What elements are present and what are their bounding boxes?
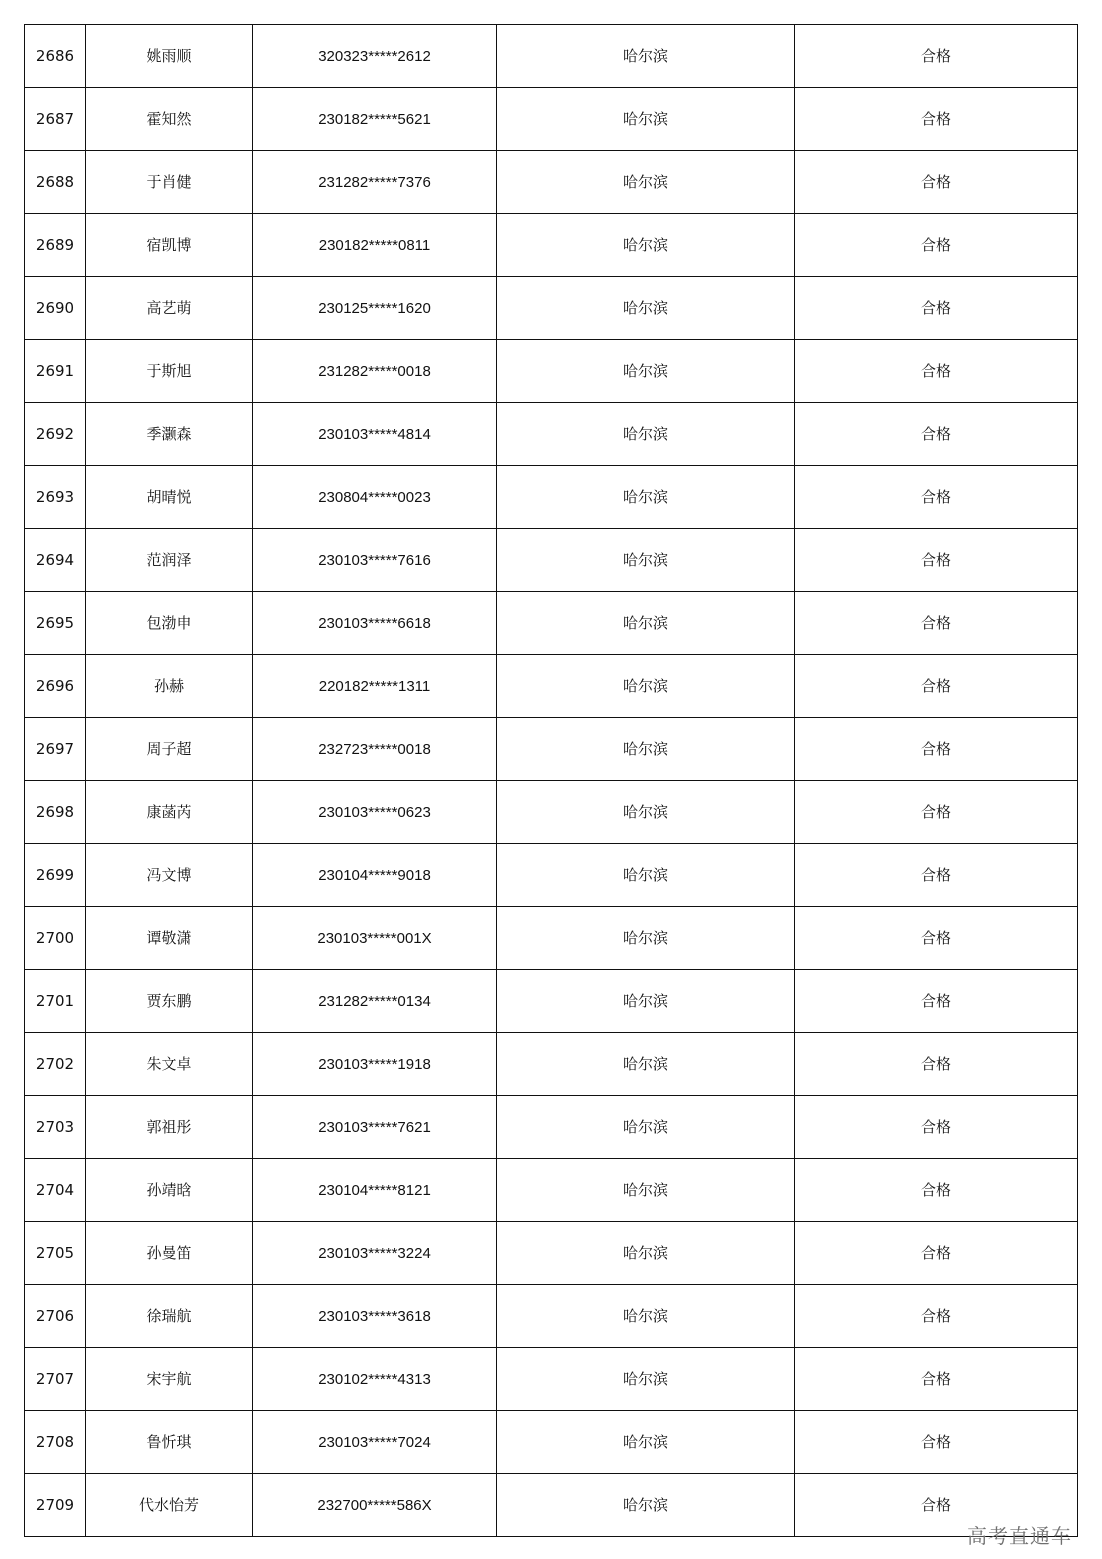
table-row	[25, 1033, 1078, 1096]
id-number-cell: 230103*****3618	[253, 1285, 497, 1348]
seq-number-cell: 2696	[25, 655, 86, 718]
name-cell: 孙靖晗	[86, 1159, 253, 1222]
seq-number-cell: 2700	[25, 907, 86, 970]
result-cell: 合格	[795, 151, 1078, 214]
result-cell: 合格	[795, 1222, 1078, 1285]
table-row	[25, 1348, 1078, 1411]
id-number-cell: 230104*****9018	[253, 844, 497, 907]
table-row	[25, 592, 1078, 655]
seq-number-cell: 2695	[25, 592, 86, 655]
table-row	[25, 151, 1078, 214]
name-cell: 孙曼笛	[86, 1222, 253, 1285]
id-number-cell: 230103*****7616	[253, 529, 497, 592]
city-cell: 哈尔滨	[497, 718, 795, 781]
table-row	[25, 1474, 1078, 1537]
id-number-cell: 231282*****0018	[253, 340, 497, 403]
name-cell: 谭敬潇	[86, 907, 253, 970]
name-cell: 于斯旭	[86, 340, 253, 403]
id-number-cell: 231282*****7376	[253, 151, 497, 214]
result-cell: 合格	[795, 340, 1078, 403]
result-cell: 合格	[795, 214, 1078, 277]
name-cell: 郭祖彤	[86, 1096, 253, 1159]
name-cell: 包渤申	[86, 592, 253, 655]
city-cell: 哈尔滨	[497, 151, 795, 214]
result-cell: 合格	[795, 1285, 1078, 1348]
city-cell: 哈尔滨	[497, 1411, 795, 1474]
id-number-cell: 230804*****0023	[253, 466, 497, 529]
id-number-cell: 230103*****001X	[253, 907, 497, 970]
seq-number-cell: 2686	[25, 25, 86, 88]
name-cell: 高艺萌	[86, 277, 253, 340]
result-cell: 合格	[795, 718, 1078, 781]
results-table	[24, 24, 1078, 1537]
seq-number-cell: 2694	[25, 529, 86, 592]
id-number-cell: 230103*****7024	[253, 1411, 497, 1474]
city-cell: 哈尔滨	[497, 1285, 795, 1348]
result-cell: 合格	[795, 781, 1078, 844]
city-cell: 哈尔滨	[497, 277, 795, 340]
id-number-cell: 320323*****2612	[253, 25, 497, 88]
result-cell: 合格	[795, 1411, 1078, 1474]
seq-number-cell: 2691	[25, 340, 86, 403]
id-number-cell: 230182*****5621	[253, 88, 497, 151]
result-cell: 合格	[795, 1348, 1078, 1411]
city-cell: 哈尔滨	[497, 592, 795, 655]
city-cell: 哈尔滨	[497, 25, 795, 88]
name-cell: 朱文卓	[86, 1033, 253, 1096]
seq-number-cell: 2709	[25, 1474, 86, 1537]
seq-number-cell: 2692	[25, 403, 86, 466]
city-cell: 哈尔滨	[497, 340, 795, 403]
table-row	[25, 844, 1078, 907]
result-cell: 合格	[795, 655, 1078, 718]
name-cell: 代水怡芳	[86, 1474, 253, 1537]
name-cell: 季灏森	[86, 403, 253, 466]
table-row	[25, 1096, 1078, 1159]
id-number-cell: 232723*****0018	[253, 718, 497, 781]
seq-number-cell: 2708	[25, 1411, 86, 1474]
result-cell: 合格	[795, 1096, 1078, 1159]
seq-number-cell: 2706	[25, 1285, 86, 1348]
city-cell: 哈尔滨	[497, 214, 795, 277]
result-cell: 合格	[795, 25, 1078, 88]
result-cell: 合格	[795, 403, 1078, 466]
id-number-cell: 230103*****6618	[253, 592, 497, 655]
table-row	[25, 403, 1078, 466]
name-cell: 胡晴悦	[86, 466, 253, 529]
city-cell: 哈尔滨	[497, 655, 795, 718]
city-cell: 哈尔滨	[497, 907, 795, 970]
id-number-cell: 230125*****1620	[253, 277, 497, 340]
seq-number-cell: 2703	[25, 1096, 86, 1159]
city-cell: 哈尔滨	[497, 1159, 795, 1222]
id-number-cell: 230103*****0623	[253, 781, 497, 844]
result-cell: 合格	[795, 592, 1078, 655]
name-cell: 宋宇航	[86, 1348, 253, 1411]
table-row	[25, 907, 1078, 970]
name-cell: 孙赫	[86, 655, 253, 718]
name-cell: 范润泽	[86, 529, 253, 592]
id-number-cell: 230103*****4814	[253, 403, 497, 466]
result-cell: 合格	[795, 844, 1078, 907]
table-row	[25, 655, 1078, 718]
seq-number-cell: 2697	[25, 718, 86, 781]
result-cell: 合格	[795, 466, 1078, 529]
id-number-cell: 232700*****586X	[253, 1474, 497, 1537]
city-cell: 哈尔滨	[497, 970, 795, 1033]
result-cell: 合格	[795, 529, 1078, 592]
name-cell: 鲁忻琪	[86, 1411, 253, 1474]
seq-number-cell: 2702	[25, 1033, 86, 1096]
table-row	[25, 1411, 1078, 1474]
seq-number-cell: 2688	[25, 151, 86, 214]
id-number-cell: 230182*****0811	[253, 214, 497, 277]
table-row	[25, 718, 1078, 781]
result-cell: 合格	[795, 970, 1078, 1033]
id-number-cell: 230103*****3224	[253, 1222, 497, 1285]
name-cell: 霍知然	[86, 88, 253, 151]
city-cell: 哈尔滨	[497, 844, 795, 907]
table-row	[25, 970, 1078, 1033]
city-cell: 哈尔滨	[497, 403, 795, 466]
seq-number-cell: 2693	[25, 466, 86, 529]
name-cell: 冯文博	[86, 844, 253, 907]
city-cell: 哈尔滨	[497, 1222, 795, 1285]
result-cell: 合格	[795, 1033, 1078, 1096]
city-cell: 哈尔滨	[497, 781, 795, 844]
table-row	[25, 340, 1078, 403]
name-cell: 于肖健	[86, 151, 253, 214]
table-row	[25, 214, 1078, 277]
name-cell: 徐瑞航	[86, 1285, 253, 1348]
seq-number-cell: 2707	[25, 1348, 86, 1411]
seq-number-cell: 2705	[25, 1222, 86, 1285]
result-cell: 合格	[795, 1159, 1078, 1222]
table-row	[25, 277, 1078, 340]
table-row	[25, 529, 1078, 592]
table-row	[25, 466, 1078, 529]
name-cell: 贾东鹏	[86, 970, 253, 1033]
city-cell: 哈尔滨	[497, 1474, 795, 1537]
seq-number-cell: 2699	[25, 844, 86, 907]
city-cell: 哈尔滨	[497, 1033, 795, 1096]
table-row	[25, 1285, 1078, 1348]
city-cell: 哈尔滨	[497, 529, 795, 592]
id-number-cell: 220182*****1311	[253, 655, 497, 718]
table-body	[25, 25, 1078, 1537]
name-cell: 康菡芮	[86, 781, 253, 844]
result-cell: 合格	[795, 907, 1078, 970]
seq-number-cell: 2687	[25, 88, 86, 151]
seq-number-cell: 2690	[25, 277, 86, 340]
city-cell: 哈尔滨	[497, 88, 795, 151]
result-cell: 合格	[795, 88, 1078, 151]
table-row	[25, 1159, 1078, 1222]
id-number-cell: 231282*****0134	[253, 970, 497, 1033]
id-number-cell: 230103*****7621	[253, 1096, 497, 1159]
watermark-text: 高考直通车	[967, 1524, 1072, 1548]
name-cell: 周子超	[86, 718, 253, 781]
seq-number-cell: 2701	[25, 970, 86, 1033]
seq-number-cell: 2689	[25, 214, 86, 277]
city-cell: 哈尔滨	[497, 1096, 795, 1159]
result-cell: 合格	[795, 277, 1078, 340]
seq-number-cell: 2704	[25, 1159, 86, 1222]
table-row	[25, 88, 1078, 151]
id-number-cell: 230104*****8121	[253, 1159, 497, 1222]
table-row	[25, 1222, 1078, 1285]
name-cell: 姚雨顺	[86, 25, 253, 88]
id-number-cell: 230102*****4313	[253, 1348, 497, 1411]
city-cell: 哈尔滨	[497, 466, 795, 529]
table-row	[25, 781, 1078, 844]
result-cell: 合格	[795, 1474, 1078, 1537]
id-number-cell: 230103*****1918	[253, 1033, 497, 1096]
city-cell: 哈尔滨	[497, 1348, 795, 1411]
seq-number-cell: 2698	[25, 781, 86, 844]
table-row	[25, 25, 1078, 88]
name-cell: 宿凯博	[86, 214, 253, 277]
